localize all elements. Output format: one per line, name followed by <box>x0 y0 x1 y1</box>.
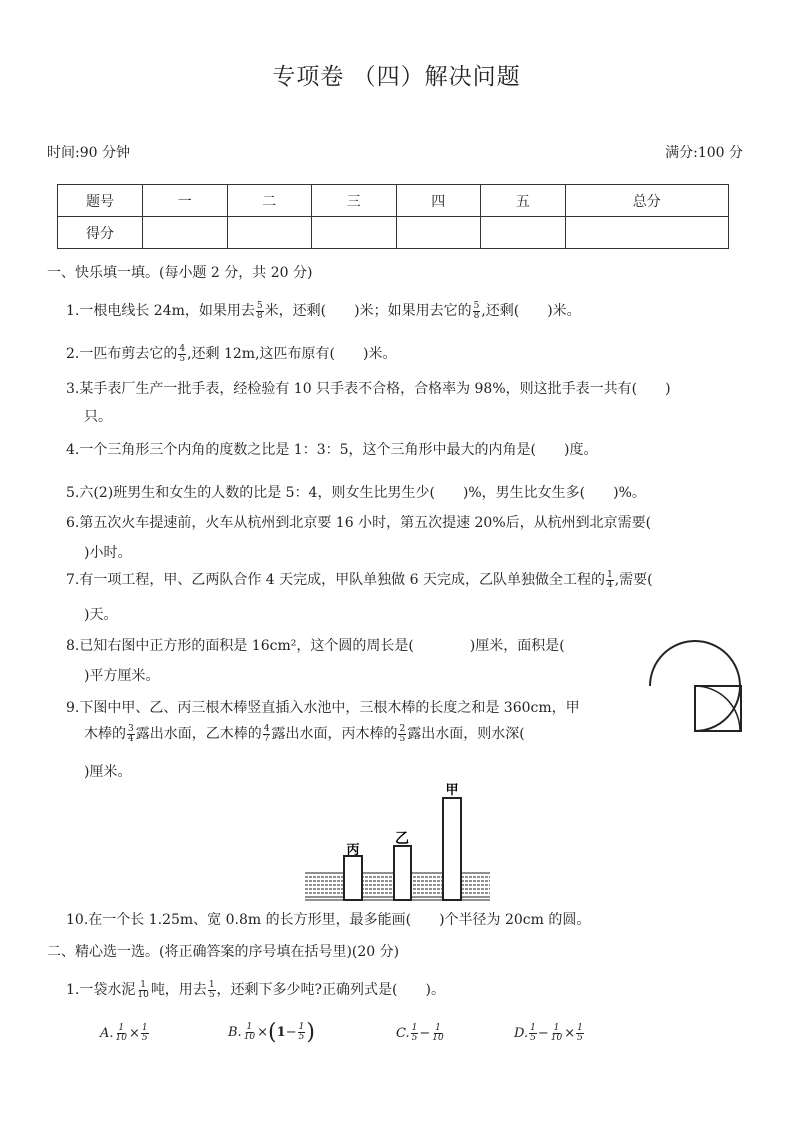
section2-heading: 二、精心选一选。(将正确答案的序号填在括号里)(20 分) <box>47 944 400 960</box>
question-8-line1: 8.已知右图中正方形的面积是 16cm²，这个圆的周长是( )厘米，面积是( <box>66 638 565 654</box>
fraction: $\frac{5}{8}$ <box>256 300 263 321</box>
fraction: $\frac{4}{5}$ <box>179 343 186 364</box>
question-6-line2: )小时。 <box>84 545 132 561</box>
header-cell-5: 五 <box>481 185 566 217</box>
question-9-line2: 木棒的 $\frac{3}{4}$ 露出水面，乙木棒的 $\frac{4}{7}$ 露出水面，丙木棒的 $\frac{2}{5}$ 露出水面，则水深( <box>84 723 525 744</box>
header-cell-total: 总分 <box>565 185 728 217</box>
option-c[interactable]: C. $\frac{1}{5}$ − $\frac{1}{10}$ <box>396 1023 444 1043</box>
header-cell-1: 一 <box>143 185 228 217</box>
question-7-line1: 7.有一项工程，甲、乙两队合作 4 天完成，甲队单独做 6 天完成，乙队单独做全工程的 $\frac{1}{4}$ ,需要( <box>66 569 653 590</box>
stick-jia <box>443 798 461 900</box>
fraction: $\frac{1}{5}$ <box>208 979 215 1000</box>
score-table-header-row <box>58 185 729 217</box>
time-label: 时间:90 分钟 <box>47 145 130 161</box>
header-cell-4: 四 <box>396 185 481 217</box>
row-label-score: 得分 <box>58 217 143 249</box>
section2-question-1: 1.一袋水泥 $\frac{1}{10}$ 吨，用去 $\frac{1}{5}$ ，还剩下多少吨?正确列式是( )。 <box>66 979 445 1000</box>
score-input-cell[interactable] <box>143 217 228 249</box>
question-2: 2.一匹布剪去它的 $\frac{4}{5}$ ,还剩 12m,这匹布原有( )米。 <box>66 343 397 364</box>
question-9-line3: )厘米。 <box>84 764 132 780</box>
score-input-cell[interactable] <box>396 217 481 249</box>
question-3-line1: 3.某手表厂生产一批手表，经检验有 10 只手表不合格，合格率为 98%，则这批手表一共有( ) <box>66 381 671 397</box>
score-input-cell[interactable] <box>312 217 397 249</box>
fraction: $\frac{5}{8}$ <box>473 300 480 321</box>
question-4: 4.一个三角形三个内角的度数之比是 1：3：5，这个三角形中最大的内角是( )度。 <box>66 442 598 458</box>
question-7-line2: )天。 <box>84 607 118 623</box>
option-d[interactable]: D. $\frac{1}{5}$ − $\frac{1}{10}$ × $\frac{1}{5}$ <box>514 1023 583 1043</box>
question-3-line2: 只。 <box>84 409 112 425</box>
question-8-line2: )平方厘米。 <box>84 668 160 684</box>
stick-bing <box>344 856 362 900</box>
stick-yi <box>394 846 411 900</box>
fraction: $\frac{4}{7}$ <box>263 723 270 744</box>
score-input-cell[interactable] <box>227 217 312 249</box>
score-table <box>57 184 729 249</box>
header-cell-3: 三 <box>312 185 397 217</box>
header-cell-2: 二 <box>227 185 312 217</box>
fraction: $\frac{1}{10}$ <box>137 979 149 1000</box>
fraction: $\frac{1}{4}$ <box>606 569 613 590</box>
score-input-cell[interactable] <box>565 217 728 249</box>
question-5: 5.六(2)班男生和女生的人数的比是 5：4，则女生比男生少( )%，男生比女生多( )%。 <box>66 485 646 501</box>
option-a[interactable]: A. $\frac{1}{10}$ × $\frac{1}{5}$ <box>100 1023 148 1043</box>
label-jia: 甲 <box>445 783 459 798</box>
label-yi: 乙 <box>395 831 409 847</box>
question-10: 10.在一个长 1.25m、宽 0.8m 的长方形里，最多能画( )个半径为 20cm 的圆。 <box>66 912 591 928</box>
circle-square-figure <box>645 636 745 736</box>
total-score-label: 满分:100 分 <box>665 145 743 161</box>
question-9-line1: 9.下图中甲、乙、丙三根木棒竖直插入水池中，三根木棒的长度之和是 360cm，甲 <box>66 700 580 716</box>
fraction: $\frac{3}{4}$ <box>128 723 134 744</box>
section1-heading: 一、快乐填一填。(每小题 2 分，共 20 分) <box>47 265 313 281</box>
sticks-in-pool-figure <box>300 778 495 904</box>
label-bing: 丙 <box>346 843 360 858</box>
score-input-cell[interactable] <box>481 217 566 249</box>
question-1: 1.一根电线长 24m，如果用去 $\frac{5}{8}$ 米，还剩( )米；如果用去它的 $\frac{5}{8}$ ,还剩( )米。 <box>66 300 581 321</box>
page-title: 专项卷 （四）解决问题 <box>272 64 521 90</box>
question-6-line1: 6.第五次火车提速前，火车从杭州到北京要 16 小时，第五次提速 20%后，从杭州到北京需要( <box>66 515 652 531</box>
fraction: $\frac{2}{5}$ <box>399 723 406 744</box>
option-b[interactable]: B. $\frac{1}{10}$ ×(1− $\frac{1}{5}$ ) <box>228 1020 315 1045</box>
score-table-score-row <box>58 217 729 249</box>
header-cell-number: 题号 <box>58 185 143 217</box>
